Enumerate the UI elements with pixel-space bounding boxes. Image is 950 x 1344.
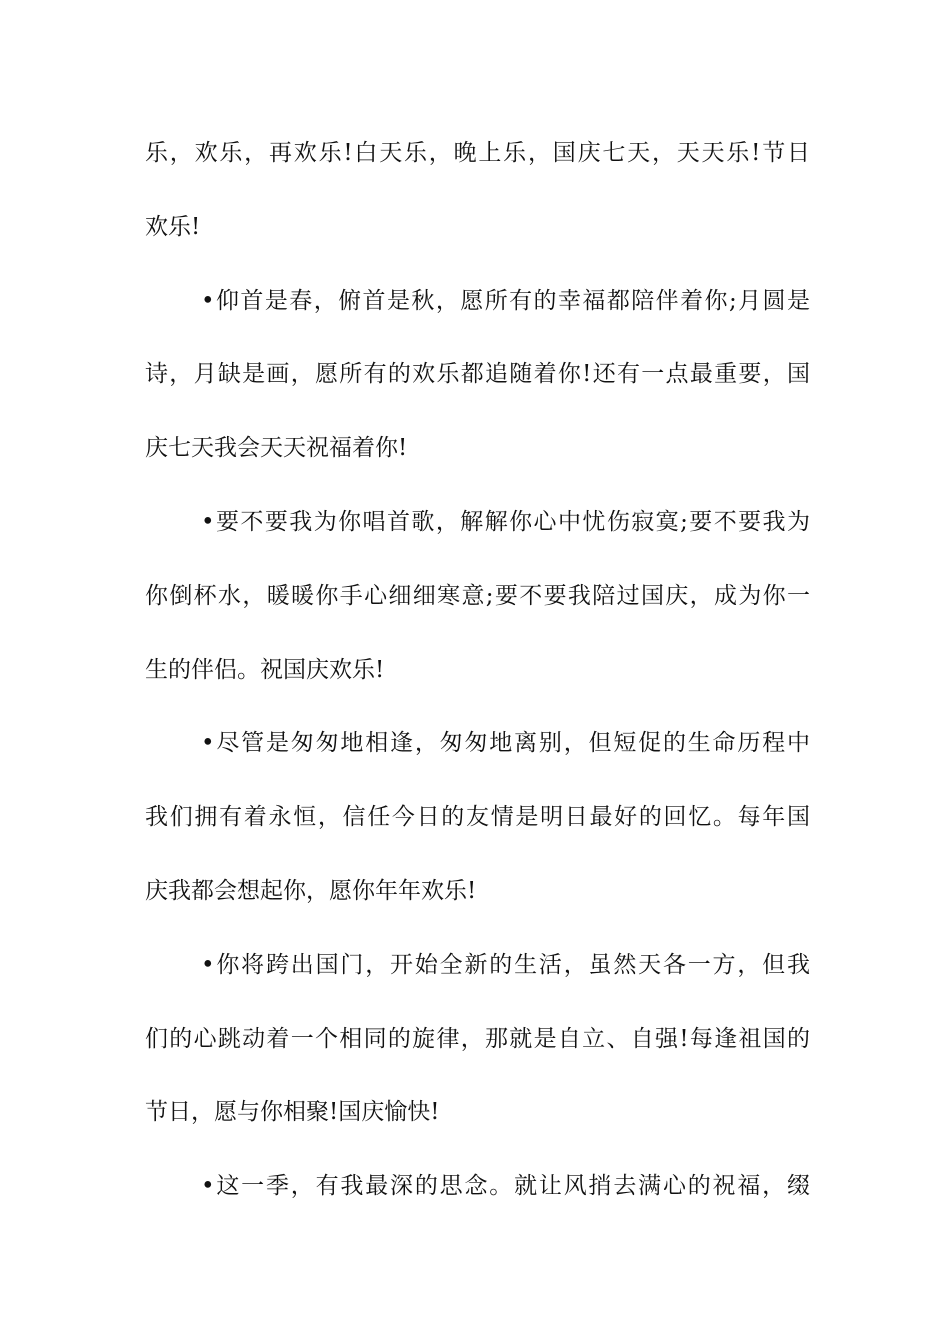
text-line: 诗，月缺是画，愿所有的欢乐都追随着你!还有一点最重要，国 <box>145 361 810 388</box>
body-text <box>145 131 810 1238</box>
text-line: 节日，愿与你相聚!国庆愉快! <box>145 1099 440 1126</box>
bullet-line: •要不要我为你唱首歌，解解你心中忧伤寂寞;要不要我为 <box>201 508 810 535</box>
bullet-line: •仰首是春，俯首是秋，愿所有的幸福都陪伴着你;月圆是 <box>201 287 810 314</box>
text-line: 生的伴侣。祝国庆欢乐! <box>145 656 385 683</box>
text-line: 乐，欢乐，再欢乐!白天乐，晚上乐，国庆七天，天天乐!节日 <box>145 140 810 166</box>
text-line: 你倒杯水，暖暖你手心细细寒意;要不要我陪过国庆，成为你一 <box>145 582 810 609</box>
text-line: 们的心跳动着一个相同的旋律，那就是自立、自强!每逢祖国的 <box>145 1025 810 1052</box>
bullet-line: •这一季，有我最深的思念。就让风捎去满心的祝福，缀 <box>201 1173 810 1200</box>
text-line: 庆七天我会天天祝福着你! <box>145 435 408 462</box>
text-line: 欢乐! <box>145 213 201 240</box>
text-line: 庆我都会想起你，愿你年年欢乐! <box>145 877 477 904</box>
bullet-line: •你将跨出国门，开始全新的生活，虽然天各一方，但我 <box>201 951 810 978</box>
text-line: 我们拥有着永恒，信任今日的友情是明日最好的回忆。每年国 <box>145 804 810 831</box>
bullet-line: •尽管是匆匆地相逢，匆匆地离别，但短促的生命历程中 <box>201 730 810 757</box>
